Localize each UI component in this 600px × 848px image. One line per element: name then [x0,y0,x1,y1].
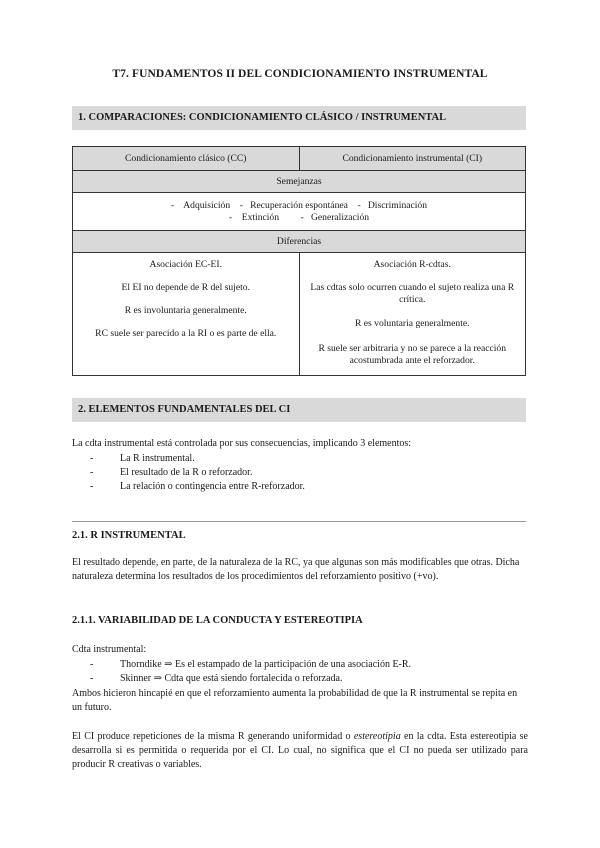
elements-list [72,452,305,494]
section-2-1-1-paragraph-1: Ambos hicieron hincapié en que el reforzamiento aumenta la probabilidad de que la R instrumental se repita en un futuro. [72,688,518,713]
list-item [72,658,411,672]
paragraph-text: en la cdta. Esta estereotipia se desarrolla si es permitida o requerida por el CI. Lo cual, no significa que el CI no pueda ser utilizado para producir R creativas o variables. [72,731,528,770]
cc-diff-3: R es involuntaria generalmente. [124,305,247,316]
cc-diff-2: El EI no depende de R del sujeto. [121,282,250,293]
section-2-1-1-heading: 2.1.1. VARIABILIDAD DE LA CONDUCTA Y ESTEREOTIPIA [72,615,363,626]
paragraph-text: El CI produce repeticiones de la misma R generando uniformidad o [72,731,354,742]
cc-diff-4: RC suele ser parecido a la RI o es parte de ella. [95,328,277,339]
differences-label: Diferencias [73,231,526,253]
ci-diff-3: R es voluntaria generalmente. [354,318,470,329]
italic-term: estereotipia [353,731,401,742]
bullet-dash: - [90,467,94,478]
ci-diff-4: R suele ser arbitraria y no se parece a la reacción acostumbrada ante el reforzador. [318,343,506,366]
list-item [72,672,411,686]
ci-diff-2: Las cdtas solo ocurren cuando el sujeto realiza una R crítica. [310,282,515,305]
section-2-1-paragraph: El resultado depende, en parte, de la naturaleza de la RC, ya que algunas son más modificables que otras. Dicha naturaleza determina los resultados de los procedimientos del reforzamiento positivo (+vo). [72,557,520,582]
list-item [72,466,305,480]
section-2-heading: 2. ELEMENTOS FUNDAMENTALES DEL CI [72,398,526,422]
table-header-cc: Condicionamiento clásico (CC) [73,147,300,171]
similarities-list [73,193,526,231]
section-2-1-1-paragraph-2 [72,730,528,772]
list-item-text: El resultado de la R o reforzador. [120,467,253,478]
section-1-heading: 1. COMPARACIONES: CONDICIONAMIENTO CLÁSICO / INSTRUMENTAL [72,106,526,130]
section-2-intro: La cdta instrumental está controlada por sus consecuencias, implicando 3 elementos: [72,438,412,449]
section-2-1-heading: 2.1. R INSTRUMENTAL [72,530,186,541]
bullet-dash: - [90,453,94,464]
list-item-text: Skinner ⇒ Cdta que está siendo fortalecida o reforzada. [120,673,343,684]
list-item-text: La relación o contingencia entre R-reforzador. [120,481,305,492]
differences-cc-cell [73,253,300,376]
bullet-dash: - [90,481,94,492]
similarities-line-2: - Extinción - Generalización [228,211,370,223]
list-item-text: Thorndike ⇒ Es el estampado de la participación de una asociación E-R. [120,659,412,670]
list-item [72,480,305,494]
instrumental-label: Cdta instrumental: [72,644,147,655]
ci-diff-1: Asociación R-cdtas. [373,259,451,270]
list-item-text: La R instrumental. [120,453,195,464]
table-header-ci: Condicionamiento instrumental (CI) [299,147,526,171]
differences-ci-cell [299,253,526,376]
document-title: T7. FUNDAMENTOS II DEL CONDICIONAMIENTO INSTRUMENTAL [112,68,488,80]
section-divider [72,521,526,522]
similarities-line-1: - Adquisición - Recuperación espontánea - Discriminación [170,199,428,211]
comparison-table [72,146,526,376]
authors-list [72,658,411,686]
bullet-dash: - [90,673,94,684]
bullet-dash: - [90,659,94,670]
cc-diff-1: Asociación EC-EI. [149,259,222,270]
list-item [72,452,305,466]
similarities-label: Semejanzas [73,171,526,193]
